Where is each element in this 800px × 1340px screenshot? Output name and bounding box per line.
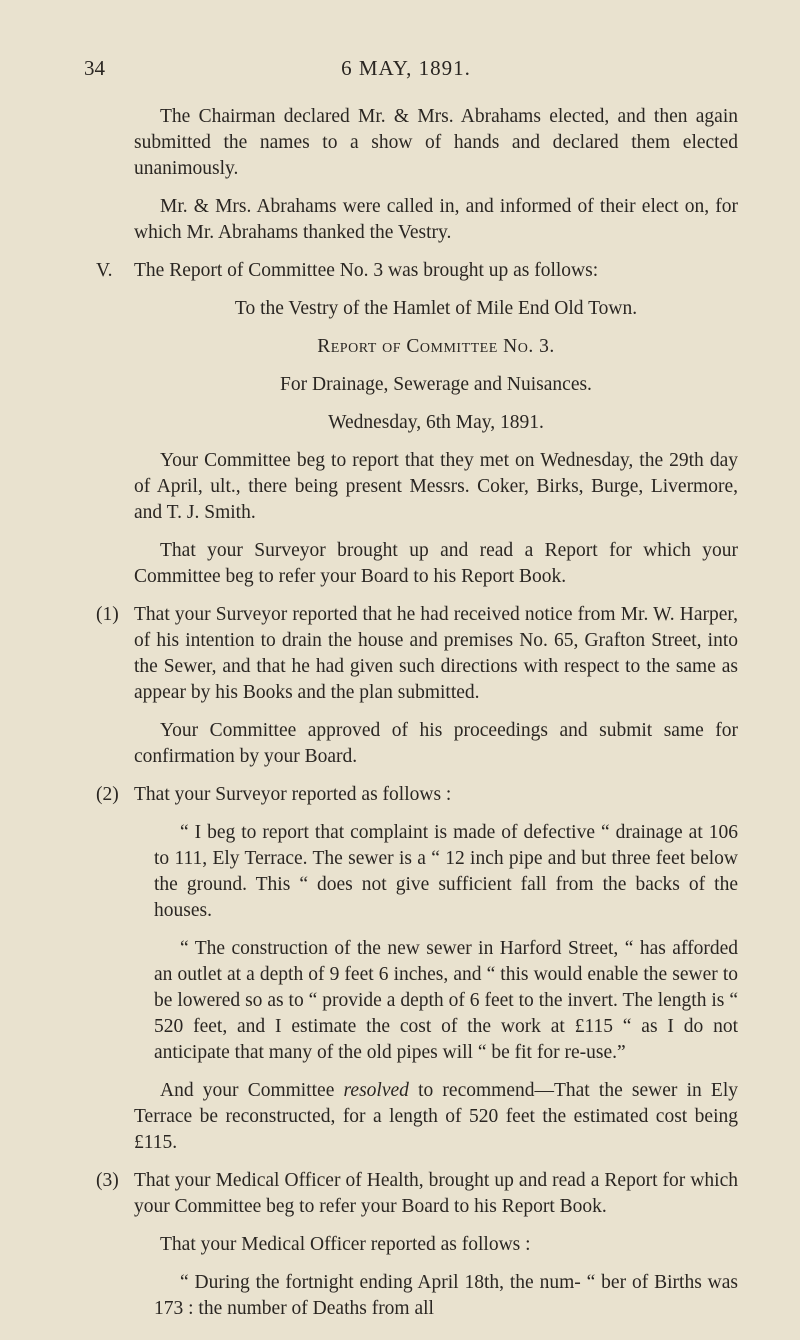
item-marker: V.	[96, 260, 113, 281]
item-2	[96, 782, 738, 808]
paragraph: The Chairman declared Mr. & Mrs. Abrahams elected, and then again submitted the names to a show of hands and declared them elected unanimously.	[134, 106, 738, 179]
resolution-text: And your Committee	[160, 1080, 335, 1101]
quotation: “ I beg to report that complaint is made of defective “ drainage at 106 to 111, Ely Terrace. The sewer is a “ 12 inch pipe and but three feet below the ground. This “ does not give sufficient fall from the backs of the houses.	[154, 822, 738, 921]
paragraph: Mr. & Mrs. Abrahams were called in, and informed of their elect on, for which Mr. Abrahams thanked the Vestry.	[134, 196, 738, 243]
paragraph: That your Surveyor brought up and read a Report for which your Committee beg to refer your Board to his Report Book.	[134, 540, 738, 587]
paragraph: Your Committee approved of his proceedings and submit same for confirmation by your Board.	[134, 720, 738, 767]
resolution-emphasis: resolved	[343, 1080, 409, 1101]
resolution-text: to recommend—That the sewer in Ely Terrace be reconstructed, for a length of 520 feet the estimated cost being £115.	[134, 1080, 738, 1153]
item-marker: (1)	[96, 604, 119, 625]
item-marker: (3)	[96, 1170, 119, 1191]
item-text: That your Surveyor reported as follows :	[134, 784, 452, 805]
addressee: To the Vestry of the Hamlet of Mile End Old Town.	[234, 298, 638, 319]
item-marker: (2)	[96, 784, 119, 805]
quotation: “ During the fortnight ending April 18th, the num- “ ber of Births was 173 : the number of Deaths from all	[154, 1272, 738, 1319]
paragraph: That your Medical Officer reported as follows :	[160, 1234, 531, 1255]
page-number: 34	[84, 56, 105, 80]
item-1	[96, 602, 738, 706]
page-body	[96, 104, 738, 1334]
page-header	[72, 56, 740, 86]
report-title: Report of Committee No. 3.	[317, 336, 555, 357]
report-subject: For Drainage, Sewerage and Nuisances.	[280, 374, 592, 395]
quotation: “ The construction of the new sewer in Harford Street, “ has afforded an outlet at a depth of 9 feet 6 inches, and “ this would enable the sewer to be lowered so as to “ provide a depth of 6 feet to the invert. The length is “ 520 feet, and I estimate the cost of the work at £115 “ as I do not anticipate that many of the old pipes will “ be fit for re-use.”	[154, 938, 738, 1063]
item-text: The Report of Committee No. 3 was brought up as follows:	[134, 260, 599, 281]
item-text: That your Medical Officer of Health, brought up and read a Report for which your Committee beg to refer your Board to his Report Book.	[134, 1170, 738, 1217]
resolution-paragraph	[134, 1078, 738, 1156]
item-text: That your Surveyor reported that he had received notice from Mr. W. Harper, of his intention to drain the house and premises No. 65, Grafton Street, into the Sewer, and that he had given such directions with respect to the same as appear by his Books and the plan submitted.	[134, 604, 738, 703]
running-head: 6 MAY, 1891.	[341, 56, 471, 80]
paragraph: Your Committee beg to report that they met on Wednesday, the 29th day of April, ult., there being present Messrs. Coker, Birks, Burge, Livermore, and T. J. Smith.	[134, 450, 738, 523]
item-3	[96, 1168, 738, 1220]
report-date: Wednesday, 6th May, 1891.	[328, 412, 544, 433]
item-v	[96, 258, 738, 284]
